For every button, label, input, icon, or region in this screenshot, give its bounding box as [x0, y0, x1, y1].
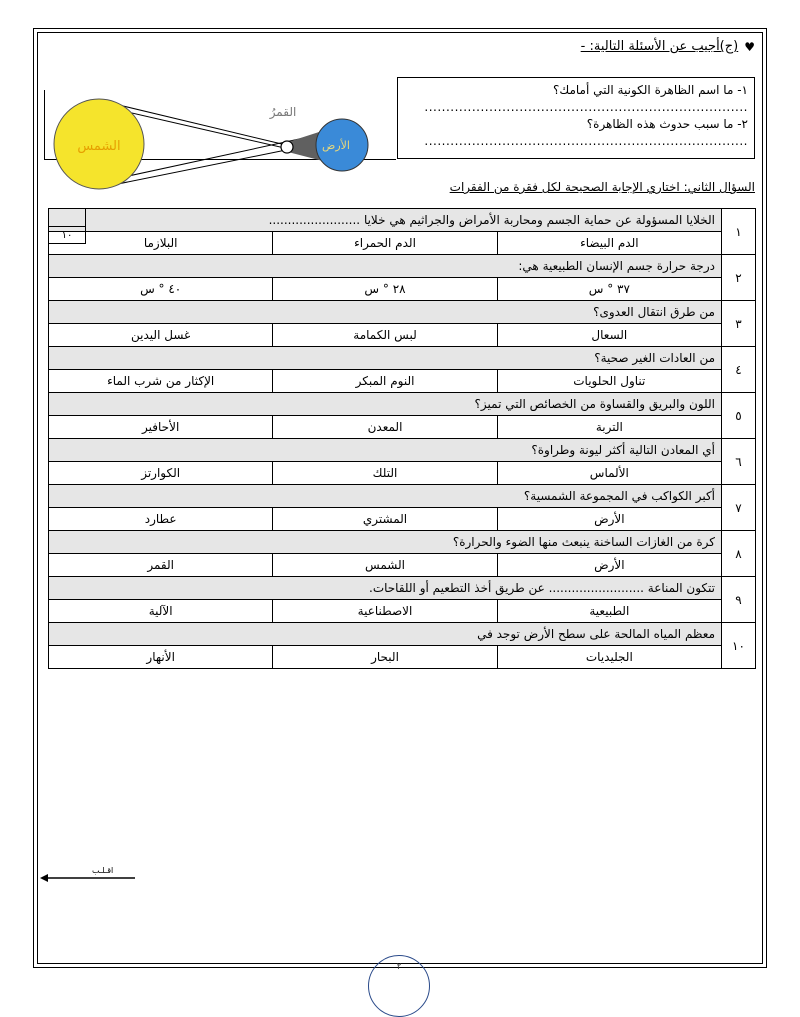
answer-option[interactable]: الطبيعية	[497, 600, 721, 623]
earth-label: الأرض	[322, 139, 350, 152]
options-row	[49, 232, 756, 255]
question-number: ١	[722, 209, 756, 255]
answer-option[interactable]: الأرض	[497, 554, 721, 577]
answer-option[interactable]: النوم المبكر	[273, 370, 497, 393]
question-number: ٧	[722, 485, 756, 531]
answer-option[interactable]: الاصطناعية	[273, 600, 497, 623]
answer-option[interactable]: القمر	[49, 554, 273, 577]
question-text: أي المعادن التالية أكثر ليونة وطراوة؟	[49, 439, 722, 462]
moon-label: القمرُ	[269, 105, 297, 119]
question-text: من طرق انتقال العدوى؟	[49, 301, 722, 324]
score-total: ١٠	[61, 230, 73, 241]
question-text: درجة حرارة جسم الإنسان الطبيعية هي:	[49, 255, 722, 278]
question-text: كرة من الغازات الساخنة ينبعث منها الضوء والحرارة؟	[49, 531, 722, 554]
lunar-eclipse-diagram	[50, 88, 390, 193]
turn-page-label: اقـلـب	[92, 866, 114, 875]
answer-option[interactable]: لبس الكمامة	[273, 324, 497, 347]
answer-option[interactable]: الإكثار من شرب الماء	[49, 370, 273, 393]
section-2-title: السؤال الثاني: اختاري الإجابة الصحيحة لكل فقرة من الفقرات	[449, 180, 755, 194]
question-row	[49, 255, 756, 278]
answer-option[interactable]: البلازما	[49, 232, 273, 255]
answer-option[interactable]: البحار	[273, 646, 497, 669]
question-number: ٢	[722, 255, 756, 301]
answer-option[interactable]: غسل اليدين	[49, 324, 273, 347]
question-2: ٢- ما سبب حدوث هذه الظاهرة؟	[586, 117, 748, 131]
answer-option[interactable]: الدم البيضاء	[497, 232, 721, 255]
options-row	[49, 600, 756, 623]
answer-option[interactable]: السعال	[497, 324, 721, 347]
answer-option[interactable]: التلك	[273, 462, 497, 485]
score-blank[interactable]	[49, 209, 85, 227]
question-row	[49, 531, 756, 554]
question-text: الخلايا المسؤولة عن حماية الجسم ومحاربة الأمراض والجراثيم هي خلايا ........................	[49, 209, 722, 232]
section-heading-text: (ج)أجيب عن الأسئلة التالية: -	[580, 39, 739, 54]
question-text: أكبر الكواكب في المجموعة الشمسية؟	[49, 485, 722, 508]
question-text: اللون والبريق والقساوة من الخصائص التي تميز؟	[49, 393, 722, 416]
options-row	[49, 508, 756, 531]
sun-label: الشمس	[77, 139, 121, 154]
answer-option[interactable]: الآلية	[49, 600, 273, 623]
answer-option[interactable]: المعدن	[273, 416, 497, 439]
heart-bullet-icon: ♥	[744, 39, 755, 54]
eclipse-questions-box	[397, 77, 755, 159]
answer-option[interactable]: الأرض	[497, 508, 721, 531]
answer-option[interactable]: الدم الحمراء	[273, 232, 497, 255]
question-row	[49, 623, 756, 646]
question-row	[49, 577, 756, 600]
question-text: تتكون المناعة ......................... عن طريق أخذ التطعيم أو اللقاحات.	[49, 577, 722, 600]
options-row	[49, 370, 756, 393]
options-row	[49, 646, 756, 669]
options-row	[49, 462, 756, 485]
answer-line-1[interactable]: ...........................................................................	[424, 100, 748, 114]
options-row	[49, 278, 756, 301]
answer-option[interactable]: الجليديات	[497, 646, 721, 669]
answer-option[interactable]: الأنهار	[49, 646, 273, 669]
answer-option[interactable]: ٤٠ ° س	[49, 278, 273, 301]
answer-option[interactable]: التربة	[497, 416, 721, 439]
question-row	[49, 485, 756, 508]
answer-option[interactable]: الشمس	[273, 554, 497, 577]
answer-option[interactable]: ٢٨ ° س	[273, 278, 497, 301]
question-number: ٤	[722, 347, 756, 393]
section-heading	[581, 39, 755, 54]
question-row	[49, 439, 756, 462]
answer-line-2[interactable]: ...........................................................................	[424, 134, 748, 148]
question-text: معظم المياه المالحة على سطح الأرض توجد في	[49, 623, 722, 646]
moon-icon	[281, 141, 293, 153]
options-row	[49, 324, 756, 347]
question-row	[49, 347, 756, 370]
answer-option[interactable]: الكوارتز	[49, 462, 273, 485]
options-row	[49, 416, 756, 439]
page-number: ٢	[396, 962, 402, 972]
question-number: ٥	[722, 393, 756, 439]
question-row	[49, 209, 756, 232]
question-1: ١- ما اسم الظاهرة الكونية التي أمامك؟	[552, 83, 748, 97]
question-number: ٦	[722, 439, 756, 485]
answer-option[interactable]: عطارد	[49, 508, 273, 531]
turn-page-arrow-icon	[40, 871, 135, 885]
question-row	[49, 301, 756, 324]
options-row	[49, 554, 756, 577]
answer-option[interactable]: تناول الحلويات	[497, 370, 721, 393]
answer-option[interactable]: الألماس	[497, 462, 721, 485]
question-text: من العادات الغير صحية؟	[49, 347, 722, 370]
question-number: ١٠	[722, 623, 756, 669]
question-number: ٣	[722, 301, 756, 347]
score-box	[48, 208, 86, 244]
mcq-table	[48, 208, 756, 669]
answer-option[interactable]: الأحافير	[49, 416, 273, 439]
question-row	[49, 393, 756, 416]
question-number: ٨	[722, 531, 756, 577]
question-number: ٩	[722, 577, 756, 623]
answer-option[interactable]: المشتري	[273, 508, 497, 531]
answer-option[interactable]: ٣٧ ° س	[497, 278, 721, 301]
